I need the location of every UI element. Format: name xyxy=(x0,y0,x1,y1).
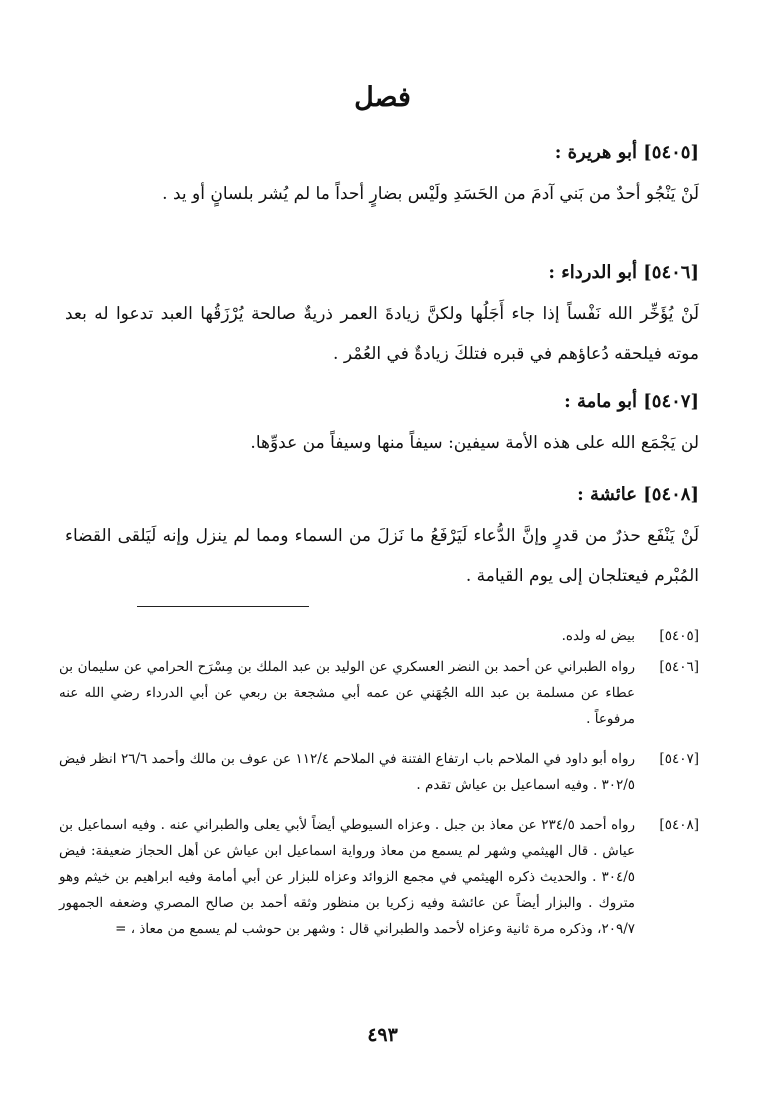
footnote xyxy=(59,812,699,942)
entry-text: لَنْ يُؤَخِّر الله نَفْساً إذا جاء أَجَلُها ولكنَّ زيادةَ العمر ذريةٌ صالحة يُرْزَقُها العبد تدعوا له بعد موته فيلحقه دُعاؤهم في قبره فتلكَ زيادةٌ في العُمْر . xyxy=(65,304,699,364)
footnote-id: [٥٤٠٨] xyxy=(659,817,699,833)
footnote xyxy=(59,623,699,649)
entry-id: [٥٤٠٥] xyxy=(643,142,699,163)
footnote xyxy=(59,746,699,798)
entry-narrator: أبو مامة : xyxy=(564,391,637,412)
footnote-text: رواه أحمد ٢٣٤/٥ عن معاذ بن جبل . وعزاه السيوطي أيضاً لأبي يعلى والطبراني عنه . وفيه اسماعيل بن عياش . قال الهيثمي وشهر لم يسمع من معاذ ورواية اسماعيل ابن عياش عن أهل الحجاز ضعيفة: فيض ٣٠٤/٥ . والحديث ذكره الهيثمي في مجمع الزوائد وعزاه للبزار عن أبي أمامة وفيه ابراهيم بن خيثم وهو متروك . والبزار أيضاً عن عائشة وفيه زكريا بن منظور وثقه أحمد بن صالح المصري وضعفه الجمهور ٢٠٩/٧، وذكره مرة ثانية وعزاه لأحمد والطبراني قال : وشهر بن حوشب لم يسمع من معاذ ، = xyxy=(59,817,635,937)
footnote-text: بيض له ولده. xyxy=(561,628,635,644)
entry-text: لَنْ يَنْفَع حذرٌ من قدرٍ وإنَّ الدُّعاء لَيَرْفَعُ ما نَزلَ من السماء ومما لم ينزل وإنه لَيَلقى القضاء المُبْرم فيعتلجان إلى يوم القيامة . xyxy=(65,526,699,586)
hadith-entry xyxy=(65,480,699,596)
hadith-entry xyxy=(65,258,699,374)
entry-text: لَنْ يَنْجُو أحدٌ من بَني آدمَ من الحَسَدِ ولَيْس بضارٍ أحداً ما لم يُشر بلسانٍ أو يد . xyxy=(162,184,699,204)
entry-heading xyxy=(65,258,699,288)
footnote-text: رواه أبو داود في الملاحم باب ارتفاع الفتنة في الملاحم ١١٢/٤ عن عوف بن مالك وأحمد ٢٦/٦ انظر فيض ٣٠٢/٥ . وفيه اسماعيل بن عياش تقدم . xyxy=(59,751,635,793)
entry-narrator: عائشة : xyxy=(577,484,637,505)
entry-heading xyxy=(65,480,699,510)
footnote-id: [٥٤٠٦] xyxy=(659,659,699,675)
footnote-id: [٥٤٠٥] xyxy=(659,628,699,644)
entry-heading xyxy=(65,387,699,417)
footnote xyxy=(59,654,699,732)
entry-heading xyxy=(65,138,699,168)
page-number: ٤٩٣ xyxy=(367,1024,398,1046)
entry-id: [٥٤٠٨] xyxy=(643,484,699,505)
entry-id: [٥٤٠٦] xyxy=(643,262,699,283)
footnote-text: رواه الطبراني عن أحمد بن النضر العسكري عن الوليد بن عبد الملك بن مِسْرَح الحرامي عن سليمان بن عطاء عن مسلمة بن عبد الله الجُهَني عن عمه أبي مشجعة بن ربعي عن أبي الدرداء رضي الله عنه مرفوعاً . xyxy=(59,659,635,727)
section-title: فصل xyxy=(354,82,411,113)
entry-id: [٥٤٠٧] xyxy=(643,391,699,412)
hadith-entry xyxy=(65,387,699,463)
hadith-entry xyxy=(65,138,699,214)
footnote-id: [٥٤٠٧] xyxy=(659,751,699,767)
footnote-divider xyxy=(137,606,309,607)
entry-narrator: أبو هريرة : xyxy=(554,142,637,163)
entry-text: لن يَجْمَع الله على هذه الأمة سيفين: سيفاً منها وسيفاً من عدوِّها. xyxy=(250,433,699,453)
entry-narrator: أبو الدرداء : xyxy=(548,262,637,283)
